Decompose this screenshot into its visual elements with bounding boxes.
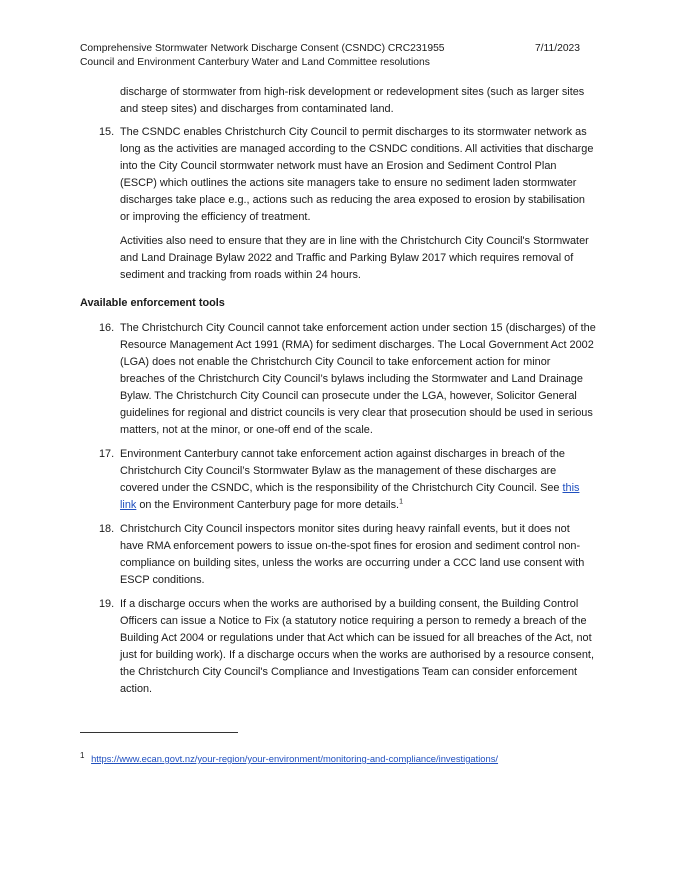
footnote (80, 752, 595, 765)
list-item-text: If a discharge occurs when the works are authorised by a building consent, the Building Control Officers can issue a Notice to Fix (a statutory notice requiring a person to remedy a breach of the Building Act 2004 or regulations under that Act which can be issued for all breaches of the Act, not just for building work). If a discharge occurs when the works are authorised by a resource consent, the Christchurch City Council's Compliance and Investigations Team can consider enforcement action. (120, 598, 594, 695)
list-item-text: The CSNDC enables Christchurch City Council to permit discharges to its stormwater network as long as the activities are managed according to the CSNDC conditions. All activities that discharge into the City Council stormwater network must have an Erosion and Sediment Control Plan (ESCP) which outlines the actions site managers take to ensure no sediment laden stormwater discharges take place e.g., actions such as reducing the area exposed to erosion by stabilisation or improving the efficiency of treatment. (120, 126, 594, 223)
footnote-number: 1 (80, 750, 85, 760)
footnote-reference[interactable]: 1 (399, 498, 403, 506)
page-header (80, 42, 580, 70)
list-item-number: 19. (99, 598, 115, 610)
footnote-url-link[interactable]: https://www.ecan.govt.nz/your-region/your-environment/monitoring-and-compliance/investigations/ (91, 753, 499, 764)
header-title-line2: Council and Environment Canterbury Water and Land Committee resolutions (80, 57, 430, 68)
list-item-text: The Christchurch City Council cannot take enforcement action under section 15 (discharges) of the Resource Management Act 1991 (RMA) for sediment discharges. The Local Government Act 2002 (LGA) does not enable the Christchurch City Council to take enforcement action for minor breaches of the Christchurch City Council’s bylaws including the Stormwater and Land Drainage Bylaw. The Christchurch City Council can prosecute under the LGA, however, Solicitor General guidelines for regional and district councils is very clear that prosecution should be used in serious matters, not at the minor, or one-off end of the scale. (120, 322, 596, 436)
list-item-number: 15. (99, 126, 115, 138)
footnote-separator (80, 732, 238, 733)
list-item-text (120, 446, 596, 514)
continued-paragraph: discharge of stormwater from high-risk development or redevelopment sites (such as larger sites and steep sites) and discharges from contaminated land. (120, 86, 585, 115)
section-heading: Available enforcement tools (80, 297, 225, 309)
list-item-number: 18. (99, 523, 115, 535)
header-date: 7/11/2023 (534, 43, 580, 54)
list-item-number: 16. (99, 322, 115, 334)
this-link[interactable]: this link (120, 482, 580, 511)
list-item-text: Christchurch City Council inspectors monitor sites during heavy rainfall events, but it does not have RMA enforcement powers to issue on-the-spot fines for erosion and sediment control non-compliance on building sites, unless the works are occurring under a CCC land use consent with ESCP conditions. (120, 523, 585, 586)
item-17-text-before: Environment Canterbury cannot take enforcement action against discharges in breach of the Christchurch City Council’s Stormwater Bylaw as the management of these discharges are covered under the CSNDC, which is the responsibility of the Christchurch City Council. See (120, 448, 565, 494)
list-item-number: 17. (99, 448, 115, 460)
item-15-subparagraph: Activities also need to ensure that they are in line with the Christchurch City Council's Stormwater and Land Drainage Bylaw 2022 and Traffic and Parking Bylaw 2017 which requires removal of sediment and tracking from roads within 24 hours. (120, 235, 589, 281)
header-title-line1: Comprehensive Stormwater Network Discharge Consent (CSNDC) CRC231955 (80, 43, 445, 54)
item-17-text-after: on the Environment Canterbury page for more details. (136, 499, 400, 511)
